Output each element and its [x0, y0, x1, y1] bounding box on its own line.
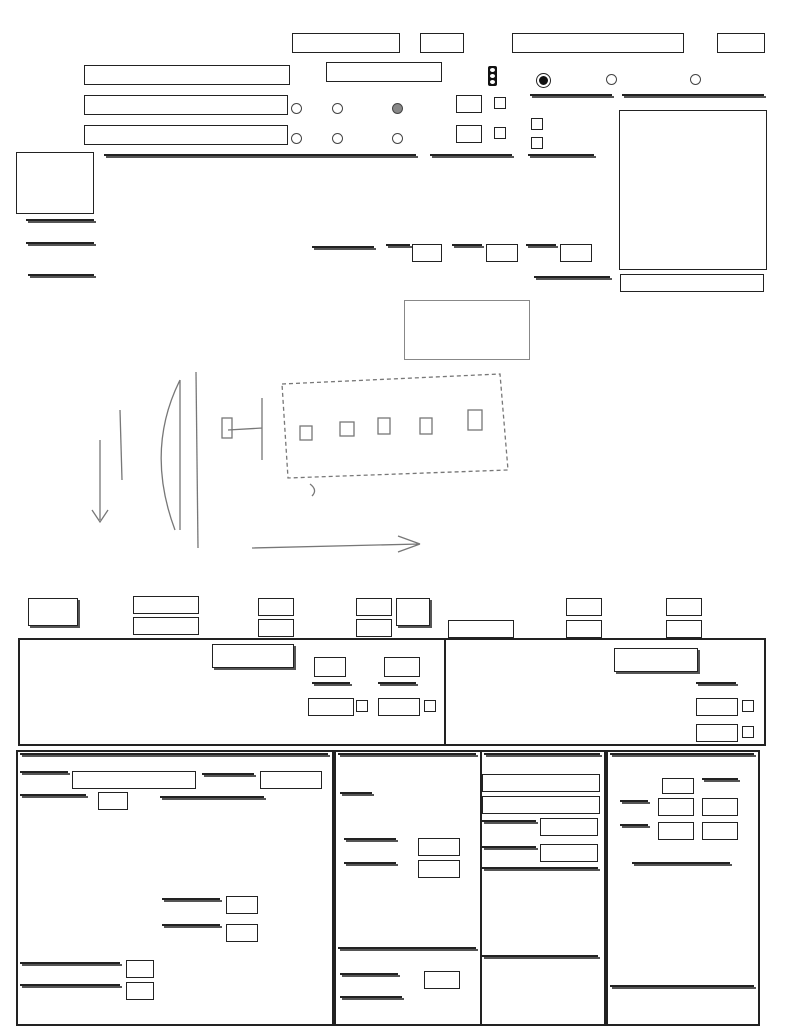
puertas-label: [20, 962, 120, 964]
diesel-field-1[interactable]: [258, 619, 294, 637]
cadena-header: [484, 753, 600, 755]
calle-sec-label: [396, 598, 430, 626]
credito-gas-pct[interactable]: [658, 798, 694, 816]
cambios-mes-label: [340, 996, 402, 998]
tienda-sillas-field[interactable]: [226, 924, 258, 942]
diesel-autoserv-price[interactable]: [696, 724, 738, 742]
cajas-field[interactable]: [226, 896, 258, 914]
tienda-ventas-label: [202, 773, 254, 775]
gasolina-field-1[interactable]: [258, 598, 294, 616]
carwash-lugares-field[interactable]: [418, 838, 460, 856]
regular-precios-label: [312, 682, 350, 684]
diesel-price-check[interactable]: [742, 700, 754, 712]
carwash-tipo-label: [340, 792, 372, 794]
calle-primaria-label: [28, 598, 78, 626]
credito-dsl-label: [620, 824, 648, 826]
regular-price-check[interactable]: [356, 700, 368, 712]
credito-dsl-dias[interactable]: [702, 822, 738, 840]
cadena-ventas-label: [482, 820, 536, 822]
carwash-lugares-label: [344, 838, 396, 840]
cambios-lugares-label: [340, 973, 398, 975]
taxis-field-2[interactable]: [666, 598, 702, 616]
credito-gas-dias[interactable]: [702, 798, 738, 816]
tienda-sillas-label: [162, 924, 220, 926]
diesel-precios-label: [696, 682, 736, 684]
hora-field-1[interactable]: [133, 617, 199, 635]
super-psa-field[interactable]: [384, 657, 420, 677]
gasolina-pos-label: [212, 644, 294, 668]
tienda-header: [20, 753, 328, 755]
cambios-header: [338, 947, 476, 949]
gasolina-field-2[interactable]: [566, 598, 602, 616]
tarjetas-label: [610, 985, 754, 987]
cadena-ventas-field[interactable]: [540, 818, 598, 836]
carwash-header: [338, 753, 476, 755]
tienda-horas-field[interactable]: [98, 792, 128, 810]
regular-psa-field[interactable]: [314, 657, 346, 677]
tienda-marca-label: [20, 771, 68, 773]
estac-field[interactable]: [126, 982, 154, 1000]
camperos-field-1[interactable]: [356, 619, 392, 637]
cadena-servidas-label: [482, 955, 598, 957]
credito-gas-label: [620, 800, 648, 802]
credito-pct-box: [662, 778, 694, 794]
cajas-label: [162, 898, 220, 900]
tienda-ventas-field[interactable]: [260, 771, 322, 789]
cadena-field-1[interactable]: [482, 774, 600, 792]
credito-dias-label: [702, 778, 738, 780]
camperos-field-2[interactable]: [666, 620, 702, 638]
tienda-marca-field[interactable]: [72, 771, 196, 789]
regular-price-field[interactable]: [308, 698, 354, 716]
carwash-lav-field[interactable]: [418, 860, 460, 878]
cadena-sillas-label: [482, 846, 536, 848]
cadena-sillas-field[interactable]: [540, 844, 598, 862]
super-price-check[interactable]: [424, 700, 436, 712]
otros-servicios-label: [632, 862, 730, 864]
tienda-horas-label: [20, 794, 86, 796]
calle-sec-field[interactable]: [448, 620, 514, 638]
diesel-price-field[interactable]: [696, 698, 738, 716]
super-precios-label: [378, 682, 416, 684]
puertas-field[interactable]: [126, 960, 154, 978]
credito-header: [610, 753, 754, 755]
cadena-field-2[interactable]: [482, 796, 600, 814]
diesel-field-2[interactable]: [566, 620, 602, 638]
diesel-autoserv-check[interactable]: [742, 726, 754, 738]
carwash-lav-label: [344, 862, 396, 864]
productos-label: [160, 796, 264, 798]
credito-dsl-pct[interactable]: [658, 822, 694, 840]
fecha-field[interactable]: [133, 596, 199, 614]
super-price-field[interactable]: [378, 698, 420, 716]
cadena-tipo-label: [482, 867, 598, 869]
diesel-pos-label: [614, 648, 698, 672]
taxis-field-1[interactable]: [356, 598, 392, 616]
estac-label: [20, 984, 120, 986]
cambios-lugares-field[interactable]: [424, 971, 460, 989]
